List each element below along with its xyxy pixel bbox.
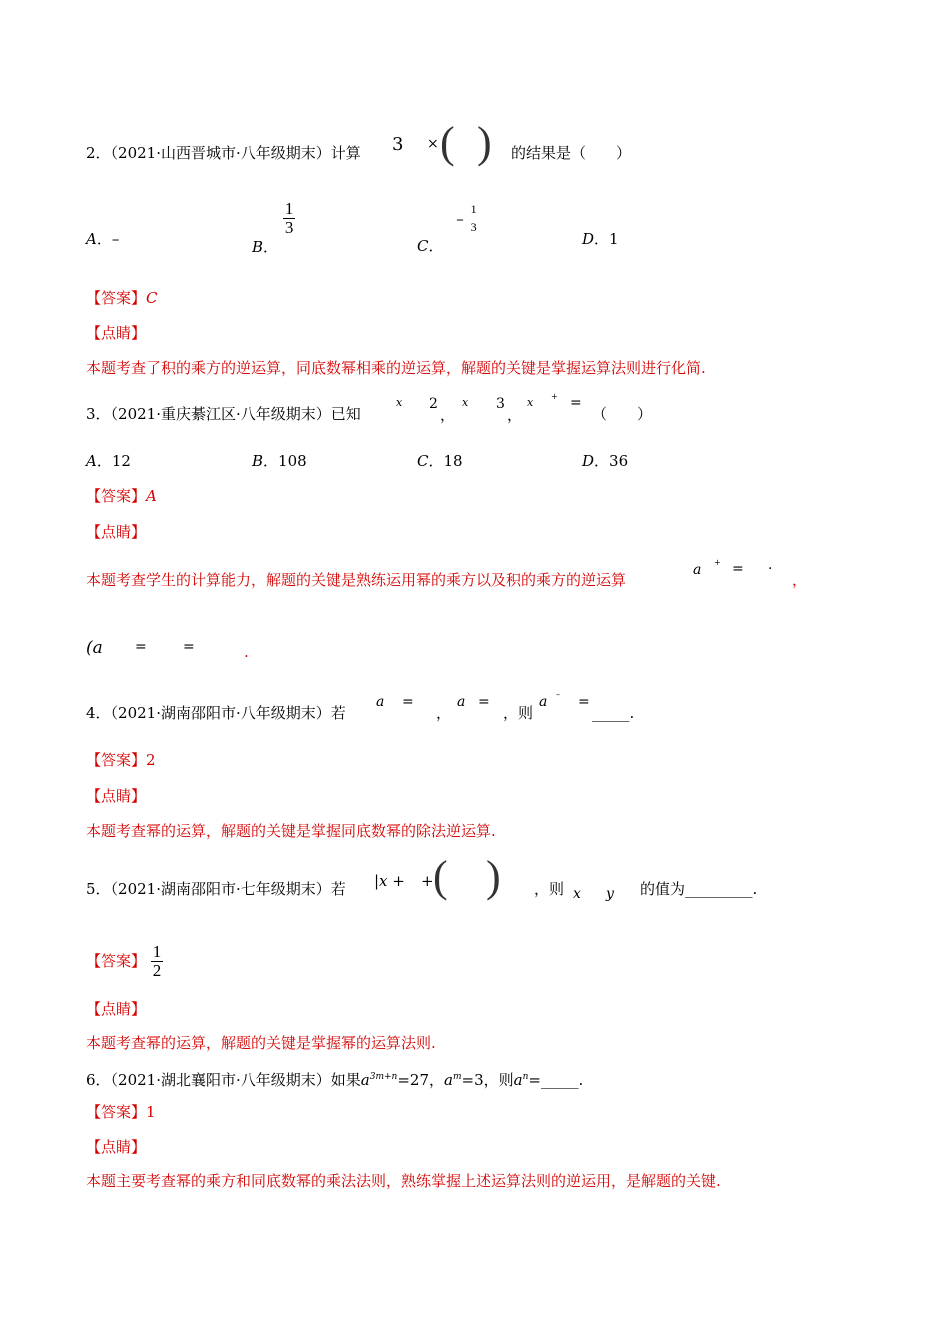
q2-answer: 【答案】C [86, 289, 158, 307]
q3-comment-end: . [244, 643, 249, 661]
q4-math3-minus: – [556, 690, 560, 699]
q3-comment-label: 【点睛】 [86, 523, 147, 541]
q6-stem: 6．（2021·湖北襄阳市·八年级期末）如果$a^{3m+n}=27$，$a^m=3$，则$a^n=\_\_\_\_\_$. [86, 1071, 584, 1089]
q3-math2-val: 3 [496, 396, 505, 412]
q2-math-base: 3 [392, 134, 404, 155]
q3-comment-math1-eq: = [732, 561, 744, 577]
q3-comma1: ， [440, 406, 456, 424]
q4-stem-mid: ，则 [503, 704, 534, 722]
q4-comment-label: 【点睛】 [86, 787, 147, 805]
q2-source: （2021·山西晋城市·八年级期末） [110, 144, 331, 162]
q5-source: （2021·湖南邵阳市·七年级期末） [110, 880, 331, 898]
q3-math1-var: x [396, 396, 403, 409]
q4-math1-var: a [376, 694, 385, 710]
q5-stem-mid: ，则 [534, 880, 565, 898]
q2-comment: 本题考查了积的乘方的逆运算，同底数幂相乘的逆运算，解题的关键是掌握运算法则进行化简. [86, 359, 706, 377]
q5-stem [86, 879, 346, 899]
q2-math-paren-left: ( [440, 118, 455, 167]
q3-math3-plus: + [551, 392, 558, 401]
q2-stem-post: 的结果是（ ） [511, 144, 632, 162]
q4-math3-eq: = [578, 694, 590, 710]
q6-answer: 【答案】1 [86, 1103, 156, 1121]
q5-comment: 本题考查幂的运算，解题的关键是掌握幂的运算法则. [86, 1034, 436, 1052]
q5-math1: |x + [374, 872, 405, 890]
q3-option-b: B．108 [252, 452, 307, 470]
q5-number: 5． [86, 880, 111, 898]
q3-comment-math1-plus: + [714, 558, 721, 567]
q3-comment-math2: (a [86, 638, 103, 658]
q4-number: 4． [86, 704, 111, 722]
q3-number: 3． [86, 405, 111, 423]
q4-answer: 【答案】2 [86, 751, 156, 769]
q2-option-a: A．– [86, 230, 120, 248]
q3-comment-math2-eq2: = [183, 639, 195, 655]
q3-source: （2021·重庆綦江区·八年级期末） [110, 405, 331, 423]
q5-answer: 【答案】 $\frac{1}{2}$ [86, 941, 162, 980]
q3-math3-eq: = [570, 395, 582, 411]
q4-comment: 本题考查幂的运算，解题的关键是掌握同底数幂的除法逆运算. [86, 822, 496, 840]
q4-math1-eq: = [402, 694, 414, 710]
q3-answer: 【答案】A [86, 487, 157, 505]
q5-stem-post: 的值为_________. [640, 880, 758, 898]
q5-paren-right: ) [486, 852, 501, 901]
q2-number: 2． [86, 144, 111, 162]
q3-comment-math2-eq1: = [135, 639, 147, 655]
q4-blank: _____. [592, 704, 635, 722]
q3-stem-post: （ ） [592, 405, 653, 423]
q3-option-d: D．36 [582, 452, 629, 470]
q2-math-paren-right: ) [477, 118, 492, 167]
q4-source: （2021·湖南邵阳市·八年级期末） [110, 704, 331, 722]
q2-comment-label: 【点睛】 [86, 324, 147, 342]
q6-number: 6． [86, 1071, 111, 1089]
q2-option-b-fraction: $\frac{1}{3}$ [284, 199, 294, 237]
q5-paren-left: ( [433, 852, 448, 901]
q6-stem-pre: 如果 [330, 1071, 361, 1089]
q2-math-times: × [427, 136, 439, 152]
q3-option-c: C．18 [417, 452, 463, 470]
q5-math2-x: x [573, 886, 581, 902]
q6-comment-label: 【点睛】 [86, 1138, 147, 1156]
q5-stem-pre: 若 [330, 880, 346, 898]
q2-option-b: B． $\frac{1}{3}$ [252, 199, 294, 256]
q6-source: （2021·湖北襄阳市·八年级期末） [110, 1071, 331, 1089]
q3-comment: 本题考查学生的计算能力，解题的关键是熟练运用幂的乘方以及积的乘方的逆运算 [86, 571, 627, 589]
q2-stem-pre: 计算 [330, 144, 361, 162]
q3-comma2: ， [507, 406, 523, 424]
q5-comment-label: 【点睛】 [86, 1000, 147, 1018]
q6-blank: _____ [540, 1071, 579, 1089]
q3-math1-val: 2 [429, 396, 438, 412]
q3-comment-math1-var: a [693, 562, 702, 578]
q3-option-a: A．12 [86, 452, 131, 470]
q3-comment-math1-dot: · [768, 561, 773, 577]
q4-math2-eq: = [478, 694, 490, 710]
q3-stem-pre: 已知 [330, 405, 361, 423]
q5-math1-plus: + [421, 872, 434, 890]
q3-stem [86, 404, 361, 424]
q6-comment: 本题主要考查幂的乘方和同底数幂的乘法法则，熟练掌握上述运算法则的逆运用，是解题的关键. [86, 1172, 721, 1190]
q4-stem-pre: 若 [330, 704, 346, 722]
q4-math2-var: a [457, 694, 466, 710]
q3-comment-comma: ， [792, 571, 808, 589]
q3-math2-var: x [462, 396, 469, 409]
q5-math2-y: y [606, 886, 614, 902]
q4-comma1: ， [436, 704, 452, 722]
q2-option-c: C． – 1 3 [417, 202, 477, 255]
q2-option-d: D．1 [582, 230, 619, 248]
q4-math3-var: a [539, 694, 548, 710]
q4-stem [86, 703, 346, 723]
q2-stem [86, 143, 361, 163]
q5-answer-fraction: $\frac{1}{2}$ [152, 941, 162, 980]
q2-option-c-fraction: 1 3 [470, 202, 477, 234]
q3-math3-var: x [527, 396, 534, 409]
